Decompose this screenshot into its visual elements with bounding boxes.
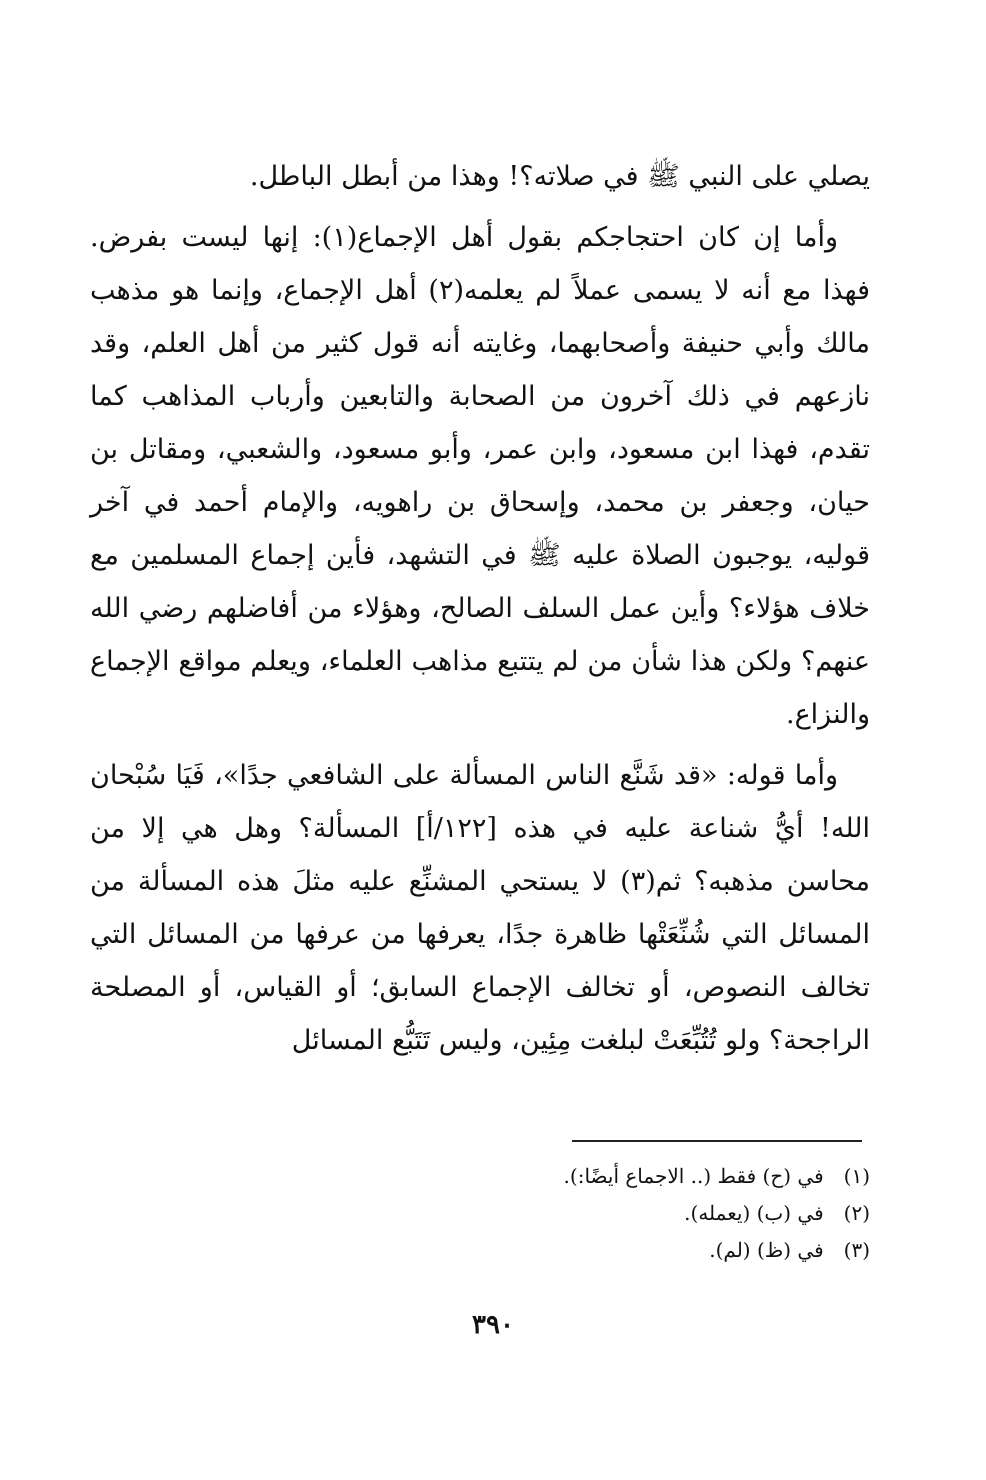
footnote-separator [572,1140,862,1142]
footnote-number: (١) [843,1164,870,1188]
footnote-text: في (ب) (يعمله). [684,1201,824,1225]
footnote-item [400,1195,870,1232]
page-number: ٣٩٠ [472,1310,514,1340]
paragraph-2: وأما إن كان احتجاجكم بقول أهل الإجماع(١): إنها ليست بفرض. فهذا مع أنه لا يسمى عملاً لم يعلمه(٢) أهل الإجماع، وإنما هو مذهب مالك وأبي حنيفة وأصحابهما، وغايته أنه قول كثير من أهل العلم، وقد نازعهم في ذلك آخرون من الصحابة والتابعين وأرباب المذاهب كما تقدم، فهذا ابن مسعود، وابن عمر، وأبو مسعود، والشعبي، ومقاتل بن حيان، وجعفر بن محمد، وإسحاق بن راهويه، والإمام أحمد في آخر قوليه، يوجبون الصلاة عليه ﷺ في التشهد، فأين إجماع المسلمين مع خلاف هؤلاء؟ وأين عمل السلف الصالح، وهؤلاء من أفاضلهم رضي الله عنهم؟ ولكن هذا شأن من لم يتتبع مذاهب العلماء، ويعلم مواقع الإجماع والنزاع. [90,222,870,730]
footnote-text: في (ح) فقط (.. الاجماع أيضًا:). [563,1164,824,1188]
paragraph-1: يصلي على النبي ﷺ في صلاته؟! وهذا من أبطل الباطل. [249,161,870,192]
main-text [90,150,870,1067]
paragraph-3: وأما قوله: «قد شَنَّع الناس المسألة على الشافعي جدًا»، فَيَا سُبْحان الله! أيُّ شناعة عليه في هذه [١٢٢/أ] المسألة؟ وهل هي إلا من محاسن مذهبه؟ ثم(٣) لا يستحي المشنِّع عليه مثلَ هذه المسألة من المسائل التي شُنِّعَتْها ظاهرة جدًا، يعرفها من عرفها من المسائل التي تخالف النصوص، أو تخالف الإجماع السابق؛ أو القياس، أو المصلحة الراجحة؟ ولو تُتُبِّعَتْ لبلغت مِئِين، وليس تَتَبُّع المسائل [90,760,870,1056]
footnote-item [400,1232,870,1269]
footnote-number: (٣) [843,1238,870,1262]
footnote-number: (٢) [843,1201,870,1225]
footnote-item [400,1158,870,1195]
footnote-text: في (ظ) (لم). [709,1238,824,1262]
footnotes [400,1158,870,1269]
